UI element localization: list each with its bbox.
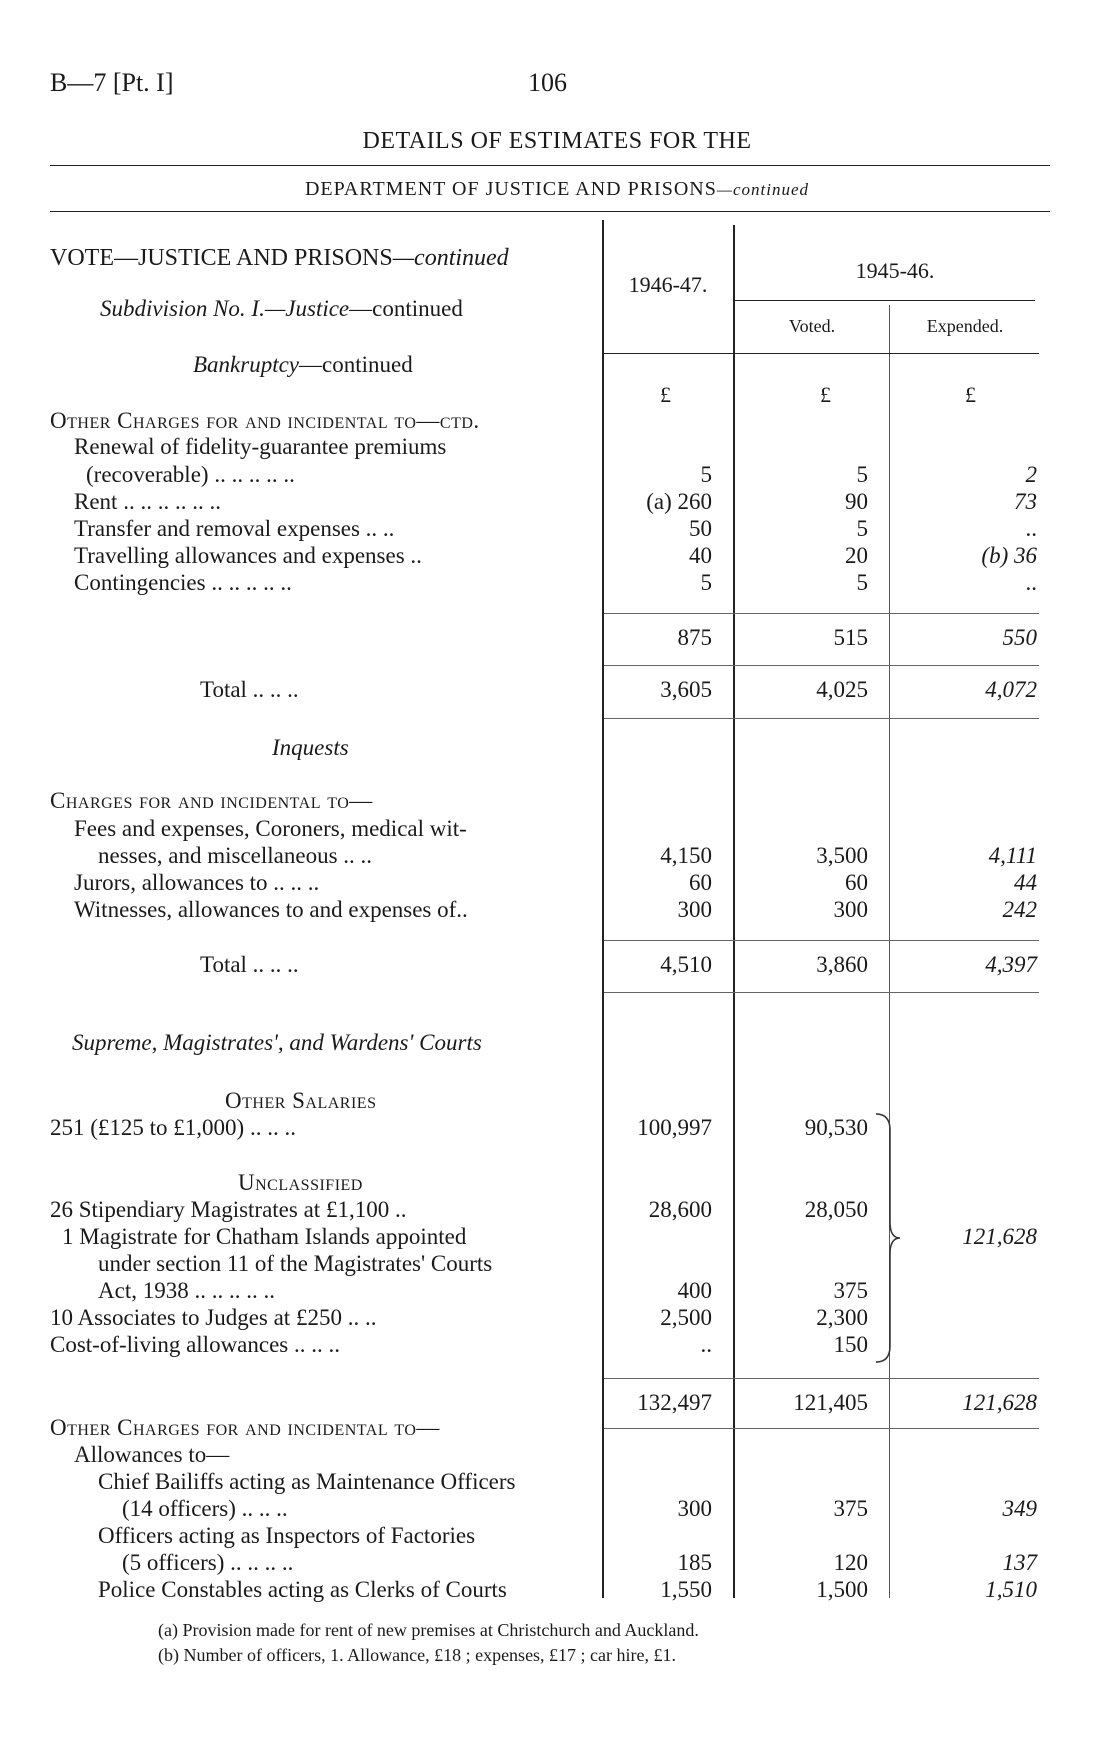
total-voted: 4,025 bbox=[816, 677, 868, 702]
vote-heading: VOTE—JUSTICE AND PRISONS—continued bbox=[50, 245, 509, 271]
total-rule bbox=[604, 665, 1039, 666]
value-1946-47: 4,150 bbox=[660, 843, 712, 868]
title-rule bbox=[50, 165, 1050, 166]
value-expended: 73 bbox=[1014, 489, 1037, 514]
row-label: nesses, and miscellaneous .. .. bbox=[98, 843, 373, 868]
subtotal-rule bbox=[604, 613, 1039, 614]
row-label: Jurors, allowances to .. .. .. bbox=[74, 870, 320, 895]
page-number: 106 bbox=[528, 68, 567, 97]
bracket-expended-value: 121,628 bbox=[962, 1224, 1037, 1249]
allowances-heading: Allowances to— bbox=[74, 1442, 230, 1467]
col-header-expended: Expended. bbox=[926, 316, 1004, 336]
value-1946-47: 300 bbox=[677, 1496, 712, 1521]
subtotal-voted: 121,405 bbox=[793, 1390, 868, 1415]
row-label: Renewal of fidelity-guarantee premiums bbox=[74, 434, 447, 459]
currency-1: £ bbox=[660, 382, 671, 407]
row-label: Travelling allowances and expenses .. bbox=[74, 543, 422, 568]
courts-subtotal-bottom-rule bbox=[604, 1428, 1039, 1429]
bankruptcy-heading: Bankruptcy—continued bbox=[193, 352, 413, 377]
value-expended: .. bbox=[1025, 570, 1037, 595]
courts-charges-heading: Other Charges for and incidental to— bbox=[50, 1415, 440, 1440]
row-label: 1 Magistrate for Chatham Islands appointed bbox=[62, 1224, 467, 1249]
value-voted: 28,050 bbox=[804, 1197, 868, 1222]
footnote-a: (a) Provision made for rent of new premises at Christchurch and Auckland. bbox=[158, 1620, 699, 1640]
row-label: Rent .. .. .. .. .. .. bbox=[74, 489, 221, 514]
value-voted: 5 bbox=[856, 570, 868, 595]
value-expended: 137 bbox=[1002, 1550, 1037, 1575]
row-label: 251 (£125 to £1,000) .. .. .. bbox=[50, 1115, 296, 1140]
subdivision-heading: Subdivision No. I.—Justice—continued bbox=[100, 296, 463, 321]
row-label: Officers acting as Inspectors of Factories bbox=[98, 1523, 476, 1548]
unclassified-heading: Unclassified bbox=[238, 1170, 363, 1195]
value-1946-47: 300 bbox=[677, 897, 712, 922]
courts-subtotal-rule bbox=[604, 1378, 1039, 1379]
value-1946-47: 40 bbox=[689, 543, 712, 568]
document-reference: B—7 [Pt. I] bbox=[50, 68, 174, 97]
bankruptcy-total-label: Total .. .. .. bbox=[200, 677, 299, 702]
currency-3: £ bbox=[965, 382, 976, 407]
value-voted: 20 bbox=[845, 543, 868, 568]
col-header-1946-47: 1946-47. bbox=[628, 272, 708, 297]
col-header-voted: Voted. bbox=[788, 316, 836, 336]
value-1946-47: 5 bbox=[700, 462, 712, 487]
row-label: Cost-of-living allowances .. .. .. bbox=[50, 1332, 341, 1357]
value-expended: 4,111 bbox=[988, 843, 1037, 868]
subtotal-voted: 515 bbox=[833, 625, 868, 650]
bankruptcy-charges-heading: Other Charges for and incidental to—ctd. bbox=[50, 408, 480, 433]
value-1946-47: 2,500 bbox=[660, 1305, 712, 1330]
value-1946-47: 1,550 bbox=[660, 1577, 712, 1602]
brace-icon bbox=[872, 1112, 902, 1364]
subtotal-1946-47: 875 bbox=[677, 625, 712, 650]
row-label: (14 officers) .. .. .. bbox=[122, 1496, 288, 1521]
value-1946-47: 400 bbox=[677, 1278, 712, 1303]
value-1946-47: 60 bbox=[689, 870, 712, 895]
value-voted: 2,300 bbox=[816, 1305, 868, 1330]
value-1946-47: 50 bbox=[689, 516, 712, 541]
header-bottom-rule bbox=[604, 353, 1039, 354]
page-title: DETAILS OF ESTIMATES FOR THE bbox=[362, 128, 752, 154]
value-1946-47: .. bbox=[700, 1332, 712, 1357]
value-expended: 242 bbox=[1002, 897, 1037, 922]
value-1946-47: 5 bbox=[700, 570, 712, 595]
column-rule-3 bbox=[889, 305, 890, 1598]
footnote-b: (b) Number of officers, 1. Allowance, £18 ; expenses, £17 ; car hire, £1. bbox=[158, 1645, 677, 1665]
row-label: under section 11 of the Magistrates' Courts bbox=[98, 1251, 493, 1276]
value-voted: 300 bbox=[833, 897, 868, 922]
value-1946-47: (a) 260 bbox=[646, 489, 712, 514]
value-1946-47: 100,997 bbox=[637, 1115, 712, 1140]
value-voted: 1,500 bbox=[816, 1577, 868, 1602]
inquests-heading: Inquests bbox=[272, 735, 349, 760]
value-voted: 5 bbox=[856, 516, 868, 541]
row-label: 10 Associates to Judges at £250 .. .. bbox=[50, 1305, 377, 1330]
col-header-1945-46: 1945-46. bbox=[855, 258, 935, 283]
total-1946-47: 4,510 bbox=[660, 952, 712, 977]
row-label: Chief Bailiffs acting as Maintenance Officers bbox=[98, 1469, 516, 1494]
total-expended: 4,397 bbox=[985, 952, 1037, 977]
subtitle-rule bbox=[50, 211, 1050, 212]
value-expended: 1,510 bbox=[985, 1577, 1037, 1602]
total-expended: 4,072 bbox=[985, 677, 1037, 702]
value-expended: 44 bbox=[1014, 870, 1037, 895]
value-voted: 150 bbox=[833, 1332, 868, 1357]
row-label: Police Constables acting as Clerks of Courts bbox=[98, 1577, 507, 1602]
currency-2: £ bbox=[820, 382, 831, 407]
inquests-total-bottom-rule bbox=[604, 992, 1039, 993]
total-1946-47: 3,605 bbox=[660, 677, 712, 702]
other-salaries-heading: Other Salaries bbox=[225, 1088, 377, 1113]
row-label: (5 officers) .. .. .. .. bbox=[122, 1550, 294, 1575]
row-label: (recoverable) .. .. .. .. .. bbox=[86, 462, 295, 487]
row-label: Contingencies .. .. .. .. .. bbox=[74, 570, 292, 595]
inquests-charges-heading: Charges for and incidental to— bbox=[50, 788, 373, 813]
value-voted: 90,530 bbox=[804, 1115, 868, 1140]
subtotal-expended: 121,628 bbox=[962, 1390, 1037, 1415]
courts-heading: Supreme, Magistrates', and Wardens' Courts bbox=[72, 1030, 482, 1055]
row-label: Fees and expenses, Coroners, medical wit- bbox=[74, 816, 467, 841]
inquests-total-rule bbox=[604, 940, 1039, 941]
total-voted: 3,860 bbox=[816, 952, 868, 977]
value-voted: 90 bbox=[845, 489, 868, 514]
row-label: 26 Stipendiary Magistrates at £1,100 .. bbox=[50, 1197, 407, 1222]
row-label: Transfer and removal expenses .. .. bbox=[74, 516, 395, 541]
total-bottom-rule bbox=[604, 718, 1039, 719]
header-inner-rule bbox=[735, 300, 1035, 301]
value-voted: 3,500 bbox=[816, 843, 868, 868]
column-rule-2 bbox=[733, 225, 735, 1598]
value-expended: 349 bbox=[1002, 1496, 1037, 1521]
value-1946-47: 28,600 bbox=[648, 1197, 712, 1222]
row-label: Act, 1938 .. .. .. .. .. bbox=[98, 1278, 275, 1303]
department-subtitle: DEPARTMENT OF JUSTICE AND PRISONS—continued bbox=[304, 178, 810, 200]
value-expended: .. bbox=[1025, 516, 1037, 541]
subtotal-expended: 550 bbox=[1002, 625, 1037, 650]
row-label: Witnesses, allowances to and expenses of.. bbox=[74, 897, 468, 922]
subtotal-1946-47: 132,497 bbox=[637, 1390, 712, 1415]
value-voted: 375 bbox=[833, 1278, 868, 1303]
value-expended: (b) 36 bbox=[981, 543, 1037, 568]
value-expended: 2 bbox=[1025, 462, 1037, 487]
value-1946-47: 185 bbox=[677, 1550, 712, 1575]
inquests-total-label: Total .. .. .. bbox=[200, 952, 299, 977]
value-voted: 60 bbox=[845, 870, 868, 895]
value-voted: 5 bbox=[856, 462, 868, 487]
value-voted: 120 bbox=[833, 1550, 868, 1575]
value-voted: 375 bbox=[833, 1496, 868, 1521]
